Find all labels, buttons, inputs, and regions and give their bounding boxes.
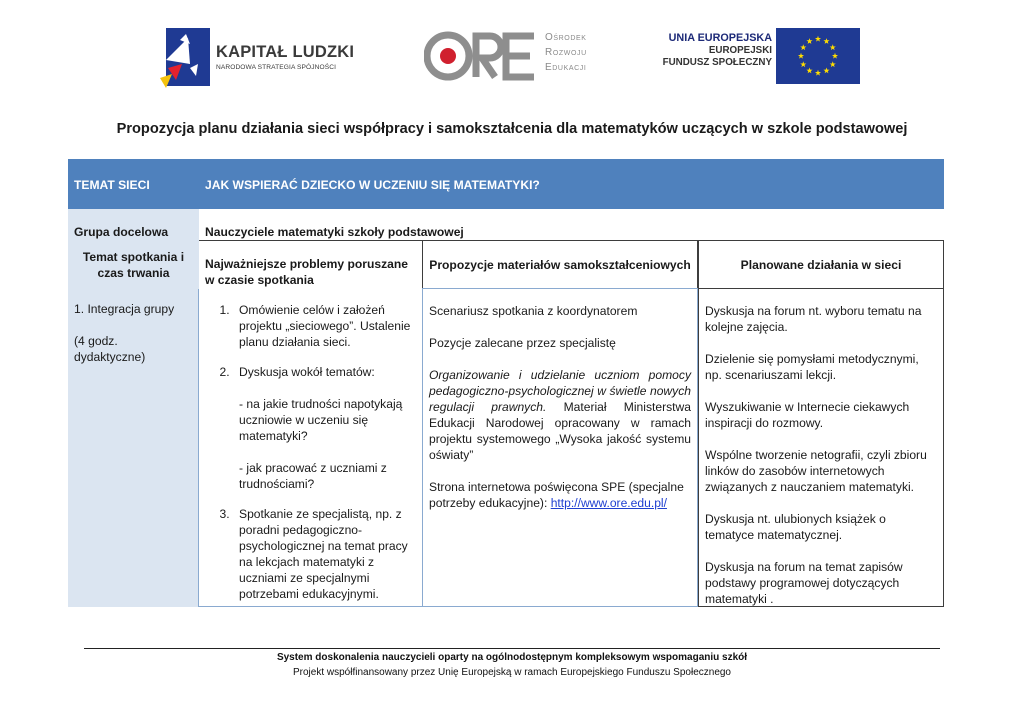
material-3: [429, 367, 691, 463]
eu-flag-icon: [776, 28, 860, 84]
column-header-actions: Planowane działania w sieci: [698, 240, 944, 289]
target-group-value: Nauczyciele matematyki szkoły podstawowej: [199, 209, 944, 240]
footer-divider: [84, 648, 940, 649]
problems-list: [205, 302, 416, 602]
plan-table: [68, 159, 944, 607]
target-group-label: Grupa docelowa: [68, 209, 199, 240]
action-4: Wspólne tworzenie netografii, czyli zbioru linków do zasobów internetowych związanych z nauczaniem matematyki.: [705, 448, 927, 494]
column-header-materials: Propozycje materiałów samokształceniowych: [422, 240, 698, 289]
action-5: Dyskusja nt. ulubionych książek o tematyce matematycznej.: [705, 512, 886, 542]
materials-cell: [422, 288, 698, 607]
eu-text: [656, 32, 772, 70]
material-3-title: Organizowanie i udzielanie uczniom pomocy pedagogiczno-psychologicznej w świetle nowych regulacji prawnych.: [429, 368, 691, 414]
network-topic-value: JAK WSPIERAĆ DZIECKO W UCZENIU SIĘ MATEMATYKI?: [199, 159, 944, 209]
column-header-problems: Najważniejsze problemy poruszane w czasie spotkania: [199, 240, 422, 289]
problem-item-1: [233, 302, 416, 350]
actions-cell: [698, 288, 944, 607]
ore-line-2: Rozwoju: [545, 47, 587, 58]
problem-item-2: [233, 364, 416, 492]
footer-line-1: System doskonalenia nauczycieli oparty na ogólnodostępnym kompleksowym wspomaganiu szkół: [276, 652, 748, 663]
problem-3-text: Spotkanie ze specjalistą, np. z poradni pedagogiczno-psychologicznej na temat pracy na lekcjach matematyki z uczniami ze specjalnymi potrzebami edukacyjnymi.: [239, 507, 408, 601]
ore-line-1: Ośrodek: [545, 32, 587, 43]
ore-name: [545, 30, 587, 75]
material-4-text: Strona internetowa poświęcona SPE (specjalne potrzeby edukacyjne):: [429, 480, 684, 510]
problem-2-question-1: - na jakie trudności napotykają uczniowie w uczeniu się matematyki?: [239, 397, 403, 443]
problem-item-3: [233, 506, 416, 602]
document-title: Propozycja planu działania sieci współpracy i samokształcenia dla matematyków uczących w szkole podstawowej: [116, 121, 908, 137]
ore-emblem-icon: [424, 28, 542, 84]
problem-2-question-2: - jak pracować z uczniami z trudnościami?: [239, 461, 387, 491]
problem-1-text: Omówienie celów i założeń projektu „sieciowego”. Ustalenie planu działania sieci.: [239, 303, 411, 349]
eu-logo: [656, 28, 862, 84]
network-topic-label: TEMAT SIECI: [68, 159, 199, 209]
kapital-ludzki-emblem-icon: [160, 24, 214, 90]
ore-website-link[interactable]: http://www.ore.edu.pl/: [550, 496, 667, 510]
meeting-cell: [68, 289, 199, 607]
eu-line-2: EUROPEJSKI: [708, 44, 772, 56]
action-3: Wyszukiwanie w Internecie ciekawych inspiracji do rozmowy.: [705, 400, 910, 430]
material-1: Scenariusz spotkania z koordynatorem: [429, 304, 638, 318]
problems-cell: [199, 289, 422, 607]
material-2: Pozycje zalecane przez specjalistę: [429, 336, 616, 350]
column-header-meeting: Temat spotkania i czas trwania: [68, 240, 199, 289]
kapital-ludzki-subtitle: NARODOWA STRATEGIA SPÓJNOŚCI: [216, 64, 337, 71]
material-4: [429, 479, 691, 511]
meeting-duration: (4 godz. dydaktyczne): [74, 334, 146, 364]
eu-line-3: FUNDUSZ SPOŁECZNY: [662, 57, 772, 69]
ore-line-3: Edukacji: [545, 62, 587, 73]
action-6: Dyskusja na forum na temat zapisów podstawy programowej dotyczących matematyki .: [705, 560, 903, 606]
footer-line-2: Projekt współfinansowany przez Unię Europejską w ramach Europejskiego Funduszu Społecznego: [292, 667, 731, 678]
ore-logo: [424, 28, 604, 84]
meeting-topic: 1. Integracja grupy: [74, 302, 175, 316]
problem-2-text: Dyskusja wokół tematów:: [239, 365, 375, 379]
action-2: Dzielenie się pomysłami metodycznymi, np. scenariuszami lekcji.: [705, 352, 919, 382]
material-3-desc: Materiał Ministerstwa Edukacji Narodowej opracowany w ramach projektu systemowego „Wysoka jakość systemu oświaty”: [429, 400, 691, 462]
eu-line-1: UNIA EUROPEJSKA: [668, 32, 772, 44]
action-1: Dyskusja na forum nt. wyboru tematu na kolejne zajęcia.: [705, 304, 922, 334]
kapital-ludzki-title: KAPITAŁ LUDZKI: [216, 43, 355, 61]
kapital-ludzki-logo: [160, 24, 370, 90]
